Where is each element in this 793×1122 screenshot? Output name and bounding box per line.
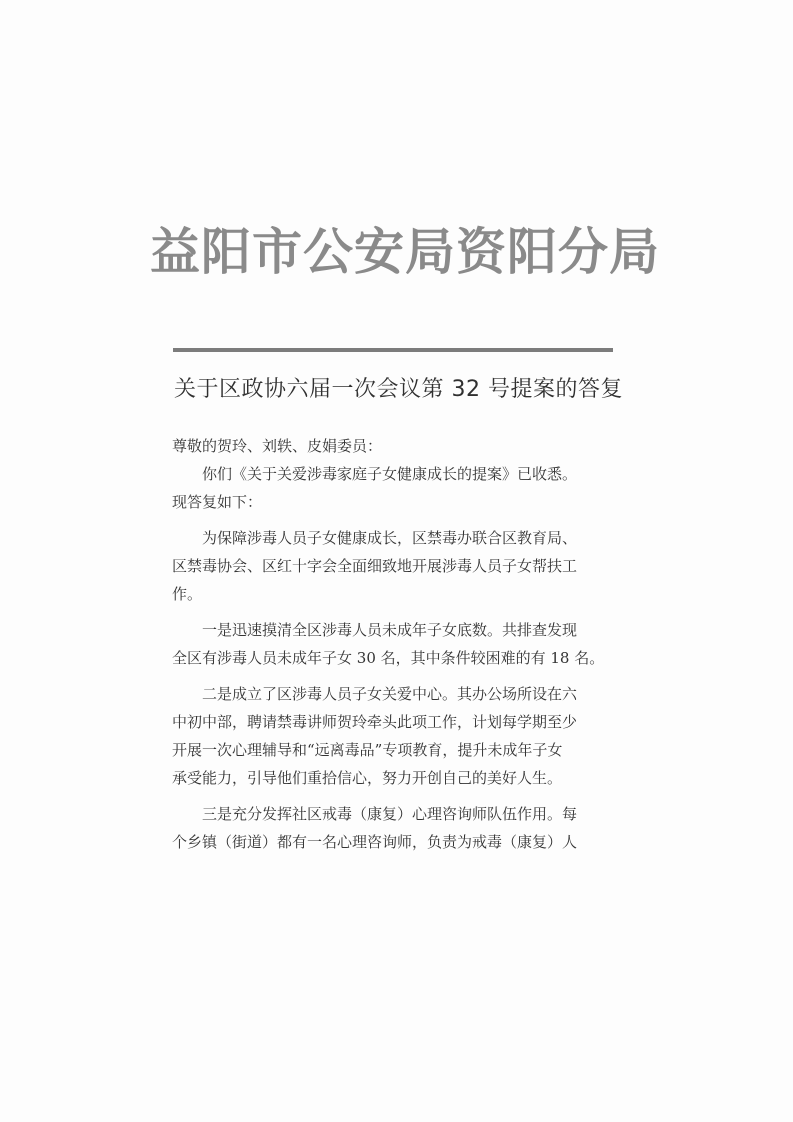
salutation: 尊敬的贺玲、刘轶、皮娟委员： xyxy=(172,437,383,455)
letterhead-divider xyxy=(173,348,613,352)
body-line: 二是成立了区涉毒人员子女关爱中心。其办公场所设在六 xyxy=(202,685,578,703)
body-line: 个乡镇（街道）都有一名心理咨询师，负责为戒毒（康复）人 xyxy=(172,833,578,851)
body-line: 三是充分发挥社区戒毒（康复）心理咨询师队伍作用。每 xyxy=(202,805,578,823)
body-line: 区禁毒协会、区红十字会全面细致地开展涉毒人员子女帮扶工 xyxy=(172,557,578,575)
body-line: 全区有涉毒人员未成年子女 30 名，其中条件较困难的有 18 名。 xyxy=(172,649,605,667)
body-line: 一是迅速摸清全区涉毒人员未成年子女底数。共排查发现 xyxy=(202,621,578,639)
body-line: 作。 xyxy=(172,585,203,603)
body-line: 承受能力，引导他们重拾信心，努力开创自己的美好人生。 xyxy=(172,769,563,787)
body-line: 你们《关于关爱涉毒家庭子女健康成长的提案》已收悉。 xyxy=(202,465,578,483)
body-line: 开展一次心理辅导和“远离毒品”专项教育，提升未成年子女 xyxy=(172,741,563,759)
letterhead-agency-name: 益阳市公安局资阳分局 xyxy=(150,223,660,281)
body-line: 现答复如下： xyxy=(172,493,263,511)
body-line: 为保障涉毒人员子女健康成长，区禁毒办联合区教育局、 xyxy=(202,529,578,547)
document-body xyxy=(172,432,642,856)
document-title: 关于区政协六届一次会议第 32 号提案的答复 xyxy=(174,377,623,402)
body-line: 中初中部，聘请禁毒讲师贺玲牵头此项工作，计划每学期至少 xyxy=(172,713,578,731)
